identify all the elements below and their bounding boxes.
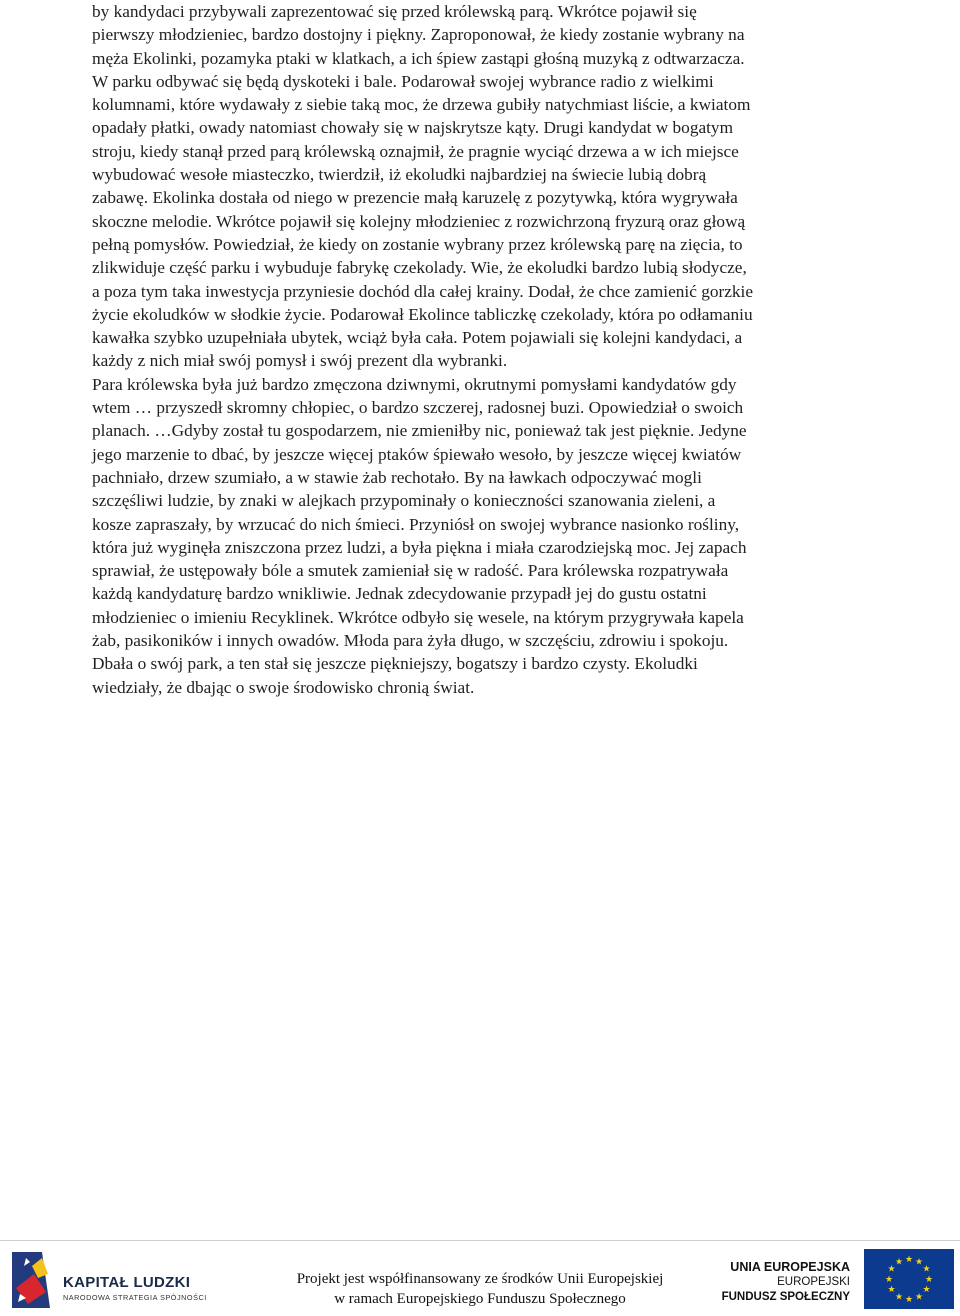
svg-text:★: ★ <box>887 1264 896 1275</box>
text-line: kosze zapraszały, by wrzucać do nich śmieci. Przyniósł on swojej wybrance nasionko rośliny, <box>92 514 740 534</box>
text-line: która już wyginęła zniszczona przez ludzi, a była piękna i miała czarodziejską moc. Jej zapach <box>92 537 747 557</box>
text-line: szczęśliwi ludzie, by znaki w alejkach przypominały o konieczności szanowania zieleni, a <box>92 491 716 511</box>
text-line: wybudować wesołe miasteczko, twierdził, iż ekoludki najbardziej na świecie lubią dobrą <box>92 165 707 185</box>
kapital-ludzki-emblem-icon <box>12 1248 58 1312</box>
text-line: kolumnami, które wydawały z siebie taką moc, że drzewa gubiły natychmiast liście, a kwiatom <box>92 95 751 115</box>
text-line: zabawę. Ekolinka dostała od niego w prezencie małą karuzelę z pozytywką, która wygrywała <box>92 188 738 208</box>
text-line: W parku odbywać się będą dyskoteki i bale. Podarował swojej wybrance radio z wielkimi <box>92 71 714 91</box>
text-line: życie ekoludków w słodkie życie. Podarował Ekolince tabliczkę czekolady, która po odłamaniu <box>92 304 753 324</box>
text-line: pełną pomysłów. Powiedział, że kiedy on zostanie wybrany przez królewską parę na zięcia, to <box>92 234 743 254</box>
svg-text:★: ★ <box>894 1257 904 1268</box>
svg-text:★: ★ <box>922 1285 931 1295</box>
text-line: jego marzenie to dbać, by jeszcze więcej ptaków śpiewało wesoło, by jeszcze więcej kwiatów <box>92 444 742 464</box>
text-line: pachniało, drzew szumiało, a w stawie żab rechotało. By na ławkach odpoczywać mogli <box>92 467 702 487</box>
kapital-ludzki-title: KAPITAŁ LUDZKI <box>63 1274 191 1291</box>
page-footer <box>0 1240 960 1316</box>
text-line: by kandydaci przybywali zaprezentować się przed królewską parą. Wkrótce pojawił się <box>92 2 697 21</box>
text-line: męża Ekolinki, pozamyka ptaki w klatkach, a ich śpiew zastąpi głośną muzyką z odtwarzacza. <box>92 48 745 68</box>
eu-fund-label <box>700 1259 850 1305</box>
text-line: każdą kandydaturę bardzo wnikliwie. Jednak zdecydowanie przypadł jej do gustu ostatni <box>92 584 707 604</box>
text-line: wiedziały, że dbając o swoje środowisko chronią świat. <box>92 677 475 697</box>
project-funding-note <box>270 1269 690 1309</box>
eu-label-line-1: UNIA EUROPEJSKA <box>730 1260 850 1274</box>
svg-text:★: ★ <box>914 1257 924 1268</box>
project-note-line-1: Projekt jest współfinansowany ze środków Unii Europejskiej <box>296 1271 664 1287</box>
eu-flag-icon <box>864 1249 954 1309</box>
project-note-line-2: w ramach Europejskiego Funduszu Społecznego <box>334 1291 626 1307</box>
svg-text:★: ★ <box>904 1255 914 1265</box>
story-text <box>92 0 882 699</box>
svg-text:★: ★ <box>914 1292 924 1303</box>
kapital-ludzki-subtitle: NARODOWA STRATEGIA SPÓJNOŚCI <box>63 1293 207 1302</box>
text-line: Para królewska była już bardzo zmęczona dziwnymi, okrutnymi pomysłami kandydatów gdy <box>92 374 737 394</box>
text-line: a poza tym taka inwestycja przyniesie dochód dla całej krainy. Dodał, że chce zamienić gorzkie <box>92 281 754 301</box>
svg-text:★: ★ <box>922 1264 931 1275</box>
text-line: każdy z nich miał swój pomysł i swój prezent dla wybranki. <box>92 351 508 371</box>
kapital-ludzki-logo <box>12 1248 242 1312</box>
text-line: pierwszy młodzieniec, bardzo dostojny i piękny. Zaproponował, że kiedy zostanie wybrany na <box>92 25 745 45</box>
text-line: żab, pasikoników i innych owadów. Młoda para żyła długo, w szczęściu, zdrowiu i spokoju. <box>92 631 729 651</box>
text-line: sprawiał, że ustępowały bóle a smutek zamieniał się w radość. Para królewska rozpatrywała <box>92 561 729 581</box>
text-line: kawałka szybko uzupełniała ubytek, wciąż była cała. Potem pojawiali się kolejni kandydaci, a <box>92 328 743 348</box>
eu-label-line-2: EUROPEJSKI <box>777 1276 850 1288</box>
svg-text:★: ★ <box>894 1292 904 1303</box>
text-line: skoczne melodie. Wkrótce pojawił się kolejny młodzieniec z rozwichrzoną fryzurą oraz głową <box>92 211 746 231</box>
eu-label-line-3: FUNDUSZ SPOŁECZNY <box>721 1291 850 1303</box>
text-line: młodzieniec o imieniu Recyklinek. Wkrótce odbyło się wesele, na którym przygrywała kapela <box>92 607 744 627</box>
svg-text:★: ★ <box>904 1295 914 1305</box>
svg-text:★: ★ <box>884 1275 894 1285</box>
text-line: Dbała o swój park, a ten stał się jeszcze piękniejszy, bogatszy i bardzo czysty. Ekoludki <box>92 654 698 674</box>
text-line: planach. …Gdyby został tu gospodarzem, nie zmieniłby nic, ponieważ tak jest pięknie. Jedyne <box>92 421 747 441</box>
text-line: wtem … przyszedł skromny chłopiec, o bardzo szczerej, radosnej buzi. Opowiedział o swoich <box>92 398 744 418</box>
text-line: stroju, kiedy stanął przed parą królewską oznajmił, że pragnie wyciąć drzewa a w ich miejsce <box>92 141 739 161</box>
text-line: zlikwiduje część parku i wybuduje fabrykę czekolady. Wie, że ekoludki bardzo lubią słodycze, <box>92 258 747 278</box>
svg-text:★: ★ <box>887 1285 896 1295</box>
svg-text:★: ★ <box>924 1275 934 1285</box>
text-line: opadały płatki, owady natomiast chowały się w najskrytsze kąty. Drugi kandydat w bogatym <box>92 118 734 138</box>
